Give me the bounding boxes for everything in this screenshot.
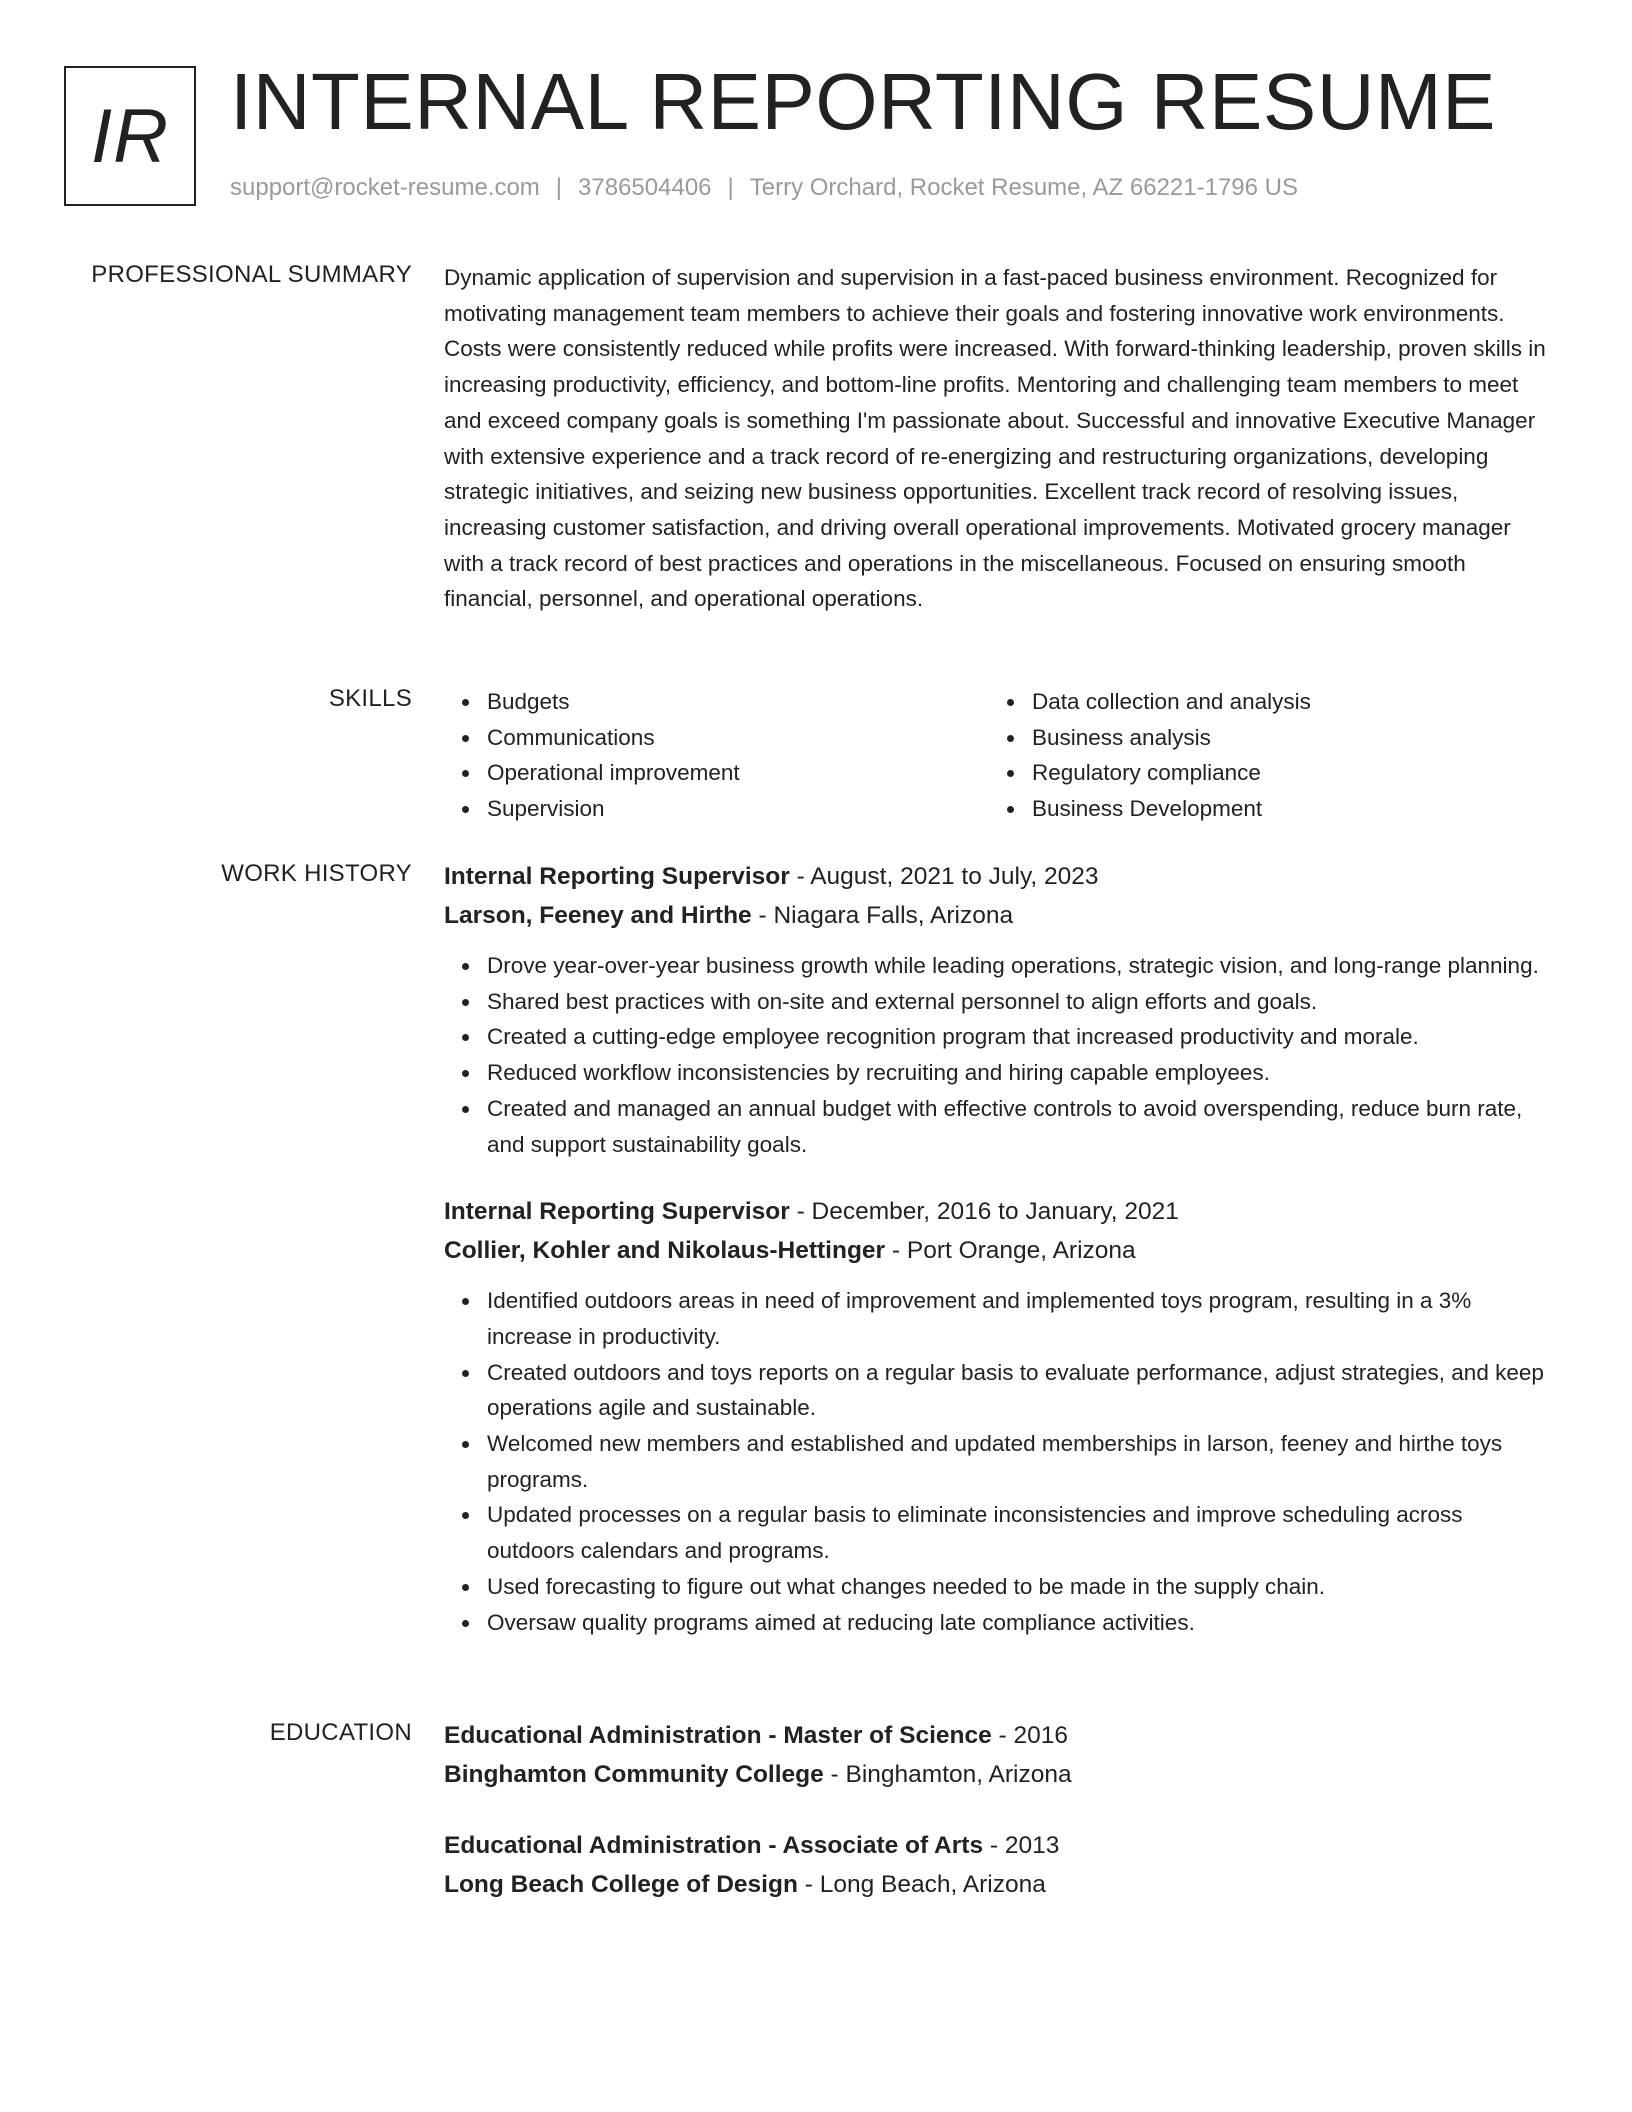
skills-body [444,684,1549,827]
contact-email[interactable]: support@rocket-resume.com [230,174,540,201]
job-title-line [444,857,1549,896]
school: Long Beach College of Design [444,1871,798,1898]
list-item: Supervision [487,791,989,827]
job-location: - Niagara Falls, Arizona [751,902,1014,929]
job-company: Larson, Feeney and Hirthe [444,902,752,929]
list-item: Communications [487,720,989,756]
resume-title: INTERNAL REPORTING RESUME [230,57,1497,146]
contact-separator: | [555,174,563,201]
job-company: Collier, Kohler and Nikolaus-Hettinger [444,1237,886,1265]
list-item: Created a cutting-edge employee recognition program that increased productivity and morale. [487,1019,1549,1055]
school-location: - Binghamton, Arizona [823,1761,1072,1788]
work-history-body [444,857,1549,1640]
list-item: Welcomed new members and established and updated memberships in larson, feeney and hirthe toys programs. [487,1426,1549,1497]
contact-separator: | [727,174,734,201]
list-item: Drove year-over-year business growth while leading operations, strategic vision, and long-range planning. [487,948,1549,984]
degree-year: - 2013 [983,1832,1060,1859]
job-location: - Port Orange, Arizona [885,1237,1136,1265]
job-entry [444,857,1549,1162]
work-history-heading: WORK HISTORY [221,860,412,887]
school: Binghamton Community College [444,1761,824,1788]
contact-line [230,174,1298,202]
list-item: Shared best practices with on-site and external personnel to align efforts and goals. [487,984,1549,1020]
education-entry [444,1826,1549,1904]
list-item: Business analysis [1032,720,1534,756]
list-item: Budgets [487,684,989,720]
degree-line [444,1826,1549,1865]
contact-address: Terry Orchard, Rocket Resume, AZ 66221-1796 US [749,174,1298,201]
contact-phone[interactable]: 3786504406 [578,174,712,201]
job-dates: - August, 2021 to July, 2023 [789,863,1099,890]
school-location: - Long Beach, Arizona [797,1871,1046,1898]
list-item: Reduced workflow inconsistencies by recruiting and hiring capable employees. [487,1055,1549,1091]
degree: Educational Administration - Master of Science [444,1722,992,1749]
job-title: Internal Reporting Supervisor [444,863,790,890]
list-item: Used forecasting to figure out what changes needed to be made in the supply chain. [487,1569,1549,1605]
degree-line [444,1716,1549,1755]
list-item: Regulatory compliance [1032,755,1534,791]
job-title: Internal Reporting Supervisor [444,1198,790,1226]
job-dates: - December, 2016 to January, 2021 [789,1198,1179,1226]
education-heading: EDUCATION [269,1719,412,1746]
education-body [444,1716,1549,1904]
list-item: Oversaw quality programs aimed at reducing late compliance activities. [487,1605,1549,1641]
list-item: Data collection and analysis [1032,684,1534,720]
school-line [444,1755,1549,1794]
skills-heading: SKILLS [328,685,412,712]
job-company-line [444,896,1549,935]
job-duties-list [444,948,1549,1162]
list-item: Updated processes on a regular basis to eliminate inconsistencies and improve scheduling across outdoors calendars and programs. [487,1497,1549,1568]
monogram-text: IR [91,93,169,179]
job-company-line [444,1231,1549,1270]
job-entry [444,1192,1549,1640]
list-item: Identified outdoors areas in need of improvement and implemented toys program, resulting in a 3% increase in productivity. [487,1283,1549,1354]
degree: Educational Administration - Associate of Arts [444,1832,984,1859]
list-item: Created outdoors and toys reports on a regular basis to evaluate performance, adjust strategies, and keep operations agile and sustainable. [487,1355,1549,1426]
summary-heading: PROFESSIONAL SUMMARY [91,261,412,288]
monogram-logo [64,66,196,206]
list-item: Operational improvement [487,755,989,791]
degree-year: - 2016 [991,1722,1069,1749]
job-title-line [444,1192,1549,1231]
skills-list-left [444,684,989,827]
school-line [444,1865,1549,1904]
education-entry [444,1716,1549,1794]
list-item: Business Development [1032,791,1534,827]
skills-list-right [989,684,1534,827]
list-item: Created and managed an annual budget with effective controls to avoid overspending, reduce burn rate, and support sustainability goals. [487,1091,1549,1162]
summary-text: Dynamic application of supervision and supervision in a fast-paced business environment. Recognized for motivating management team members to achieve their goals and fostering innovative work environments. Costs were consistently reduced while profits were increased. With forward-thinking leadership, proven skills in increasing productivity, efficiency, and bottom-line profits. Mentoring and challenging team members to meet and exceed company goals is something I'm passionate about. Successful and innovative Executive Manager with extensive experience and a track record of re-energizing and restructuring organizations, developing strategic initiatives, and seizing new business opportunities. Excellent track record of resolving issues, increasing customer satisfaction, and driving overall operational improvements. Motivated grocery manager with a track record of best practices and operations in the miscellaneous. Focused on ensuring smooth financial, personnel, and operational operations. [444,265,1546,612]
job-duties-list [444,1283,1549,1640]
summary-body [444,260,1549,617]
